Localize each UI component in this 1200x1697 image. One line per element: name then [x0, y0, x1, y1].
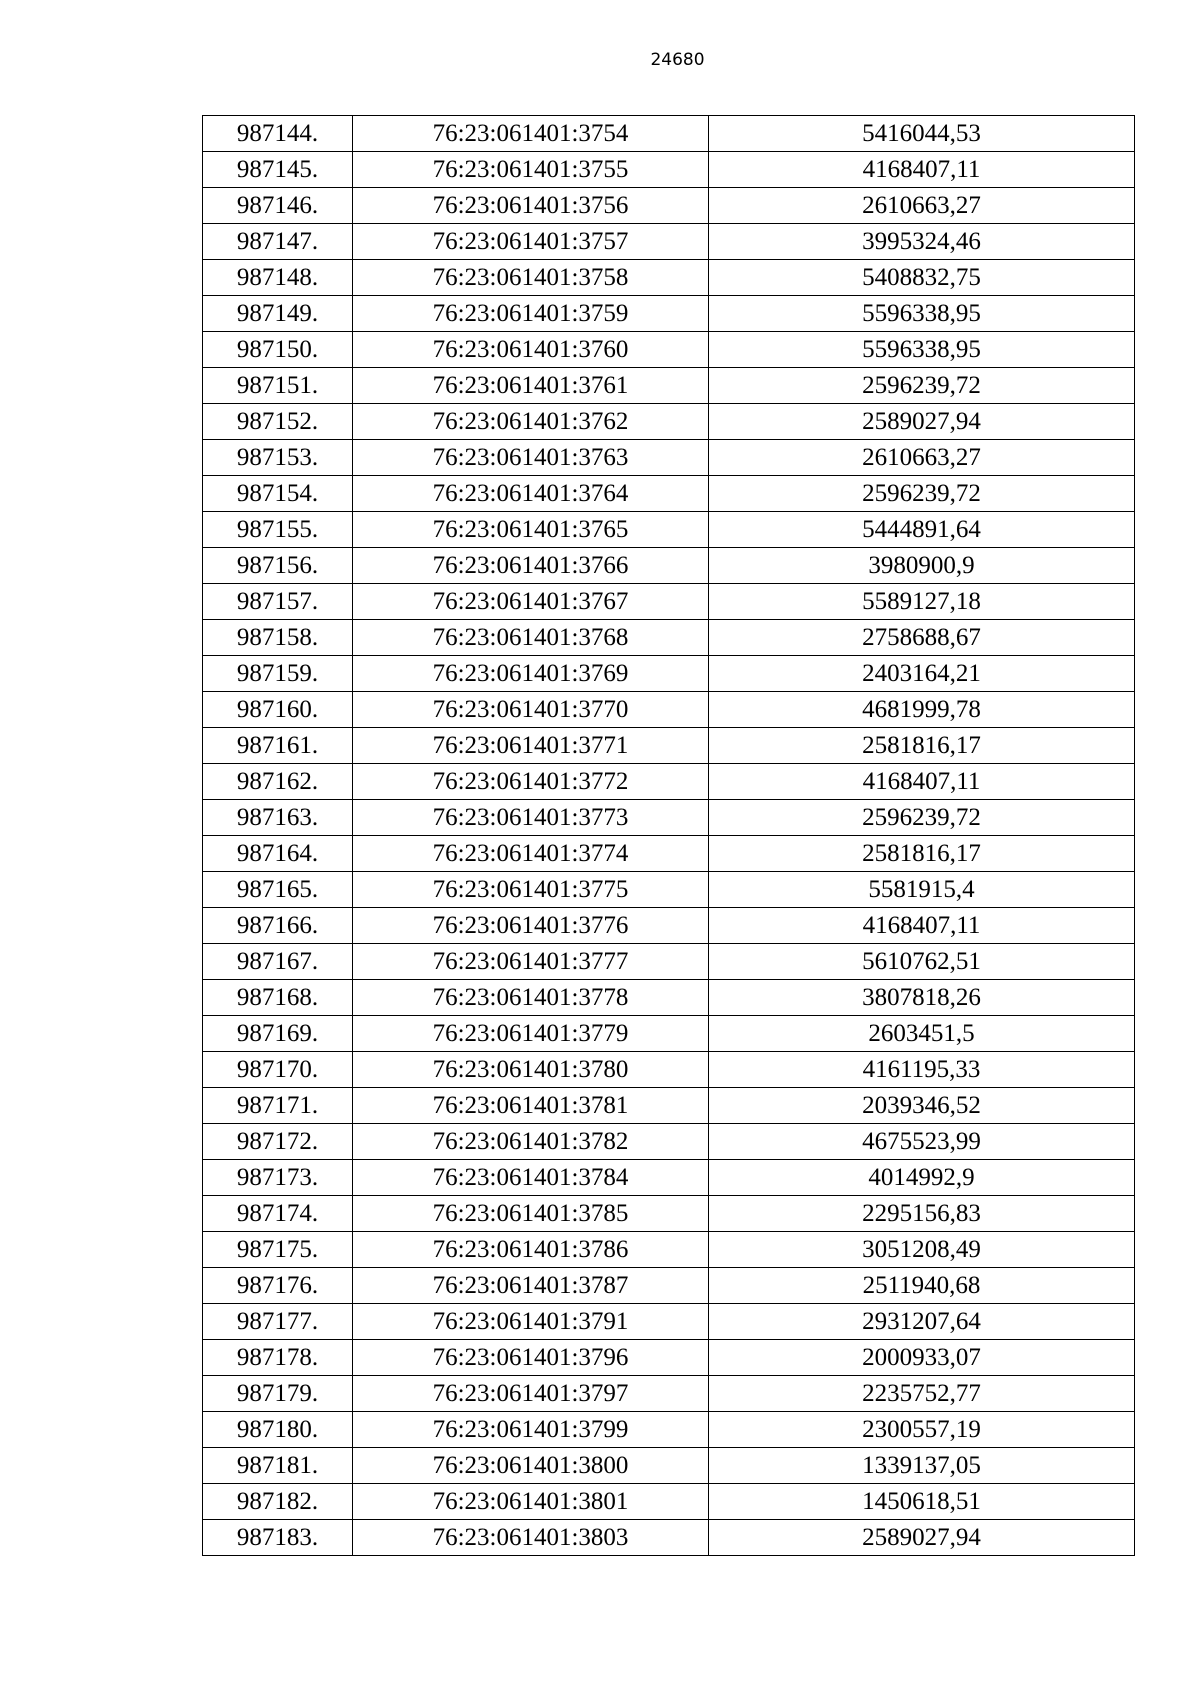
table-row — [203, 1448, 1135, 1484]
cadastral-number-cell: 76:23:061401:3772 — [353, 764, 709, 800]
cadastral-number-cell: 76:23:061401:3784 — [353, 1160, 709, 1196]
cadastral-value-cell: 4168407,11 — [709, 152, 1135, 188]
cadastral-value-cell: 5408832,75 — [709, 260, 1135, 296]
cadastral-number-cell: 76:23:061401:3758 — [353, 260, 709, 296]
cadastral-number-cell: 76:23:061401:3770 — [353, 692, 709, 728]
row-number-cell: 987144. — [203, 116, 353, 152]
table-row — [203, 224, 1135, 260]
row-number-cell: 987175. — [203, 1232, 353, 1268]
cadastral-number-cell: 76:23:061401:3771 — [353, 728, 709, 764]
table-row — [203, 512, 1135, 548]
table-row — [203, 1196, 1135, 1232]
cadastral-value-cell: 2039346,52 — [709, 1088, 1135, 1124]
table-row — [203, 728, 1135, 764]
cadastral-value-cell: 2603451,5 — [709, 1016, 1135, 1052]
table-row — [203, 368, 1135, 404]
cadastral-number-cell: 76:23:061401:3773 — [353, 800, 709, 836]
cadastral-value-cell: 2610663,27 — [709, 188, 1135, 224]
row-number-cell: 987182. — [203, 1484, 353, 1520]
cadastral-number-cell: 76:23:061401:3767 — [353, 584, 709, 620]
row-number-cell: 987178. — [203, 1340, 353, 1376]
table-row — [203, 152, 1135, 188]
table-body — [203, 116, 1135, 1556]
page-number: 24680 — [650, 50, 705, 70]
cadastral-value-cell: 1339137,05 — [709, 1448, 1135, 1484]
cadastral-number-cell: 76:23:061401:3766 — [353, 548, 709, 584]
table-row — [203, 1016, 1135, 1052]
table-row — [203, 836, 1135, 872]
row-number-cell: 987152. — [203, 404, 353, 440]
table-row — [203, 548, 1135, 584]
cadastral-value-cell: 2596239,72 — [709, 476, 1135, 512]
cadastral-number-cell: 76:23:061401:3777 — [353, 944, 709, 980]
row-number-cell: 987163. — [203, 800, 353, 836]
table-row — [203, 440, 1135, 476]
table-row — [203, 1088, 1135, 1124]
cadastral-number-cell: 76:23:061401:3786 — [353, 1232, 709, 1268]
cadastral-number-cell: 76:23:061401:3781 — [353, 1088, 709, 1124]
table-row — [203, 944, 1135, 980]
cadastral-value-cell: 5596338,95 — [709, 296, 1135, 332]
cadastral-number-cell: 76:23:061401:3803 — [353, 1520, 709, 1556]
row-number-cell: 987154. — [203, 476, 353, 512]
row-number-cell: 987168. — [203, 980, 353, 1016]
row-number-cell: 987180. — [203, 1412, 353, 1448]
table-row — [203, 476, 1135, 512]
table-row — [203, 260, 1135, 296]
cadastral-number-cell: 76:23:061401:3769 — [353, 656, 709, 692]
row-number-cell: 987145. — [203, 152, 353, 188]
cadastral-value-cell: 4161195,33 — [709, 1052, 1135, 1088]
cadastral-value-cell: 4675523,99 — [709, 1124, 1135, 1160]
row-number-cell: 987179. — [203, 1376, 353, 1412]
cadastral-value-cell: 5589127,18 — [709, 584, 1135, 620]
cadastral-value-cell: 5581915,4 — [709, 872, 1135, 908]
row-number-cell: 987170. — [203, 1052, 353, 1088]
row-number-cell: 987153. — [203, 440, 353, 476]
row-number-cell: 987162. — [203, 764, 353, 800]
cadastral-number-cell: 76:23:061401:3785 — [353, 1196, 709, 1232]
cadastral-value-cell: 2610663,27 — [709, 440, 1135, 476]
table-row — [203, 980, 1135, 1016]
row-number-cell: 987149. — [203, 296, 353, 332]
cadastral-number-cell: 76:23:061401:3778 — [353, 980, 709, 1016]
cadastral-value-cell: 2589027,94 — [709, 1520, 1135, 1556]
table-row — [203, 1520, 1135, 1556]
row-number-cell: 987181. — [203, 1448, 353, 1484]
table-row — [203, 656, 1135, 692]
cadastral-value-cell: 5444891,64 — [709, 512, 1135, 548]
row-number-cell: 987172. — [203, 1124, 353, 1160]
cadastral-value-cell: 2596239,72 — [709, 800, 1135, 836]
cadastral-value-cell: 2295156,83 — [709, 1196, 1135, 1232]
cadastral-value-cell: 5416044,53 — [709, 116, 1135, 152]
table-row — [203, 1376, 1135, 1412]
row-number-cell: 987150. — [203, 332, 353, 368]
row-number-cell: 987174. — [203, 1196, 353, 1232]
cadastral-value-cell: 2758688,67 — [709, 620, 1135, 656]
row-number-cell: 987171. — [203, 1088, 353, 1124]
cadastral-value-cell: 2000933,07 — [709, 1340, 1135, 1376]
cadastral-value-cell: 2300557,19 — [709, 1412, 1135, 1448]
row-number-cell: 987156. — [203, 548, 353, 584]
row-number-cell: 987161. — [203, 728, 353, 764]
row-number-cell: 987155. — [203, 512, 353, 548]
cadastral-number-cell: 76:23:061401:3797 — [353, 1376, 709, 1412]
row-number-cell: 987167. — [203, 944, 353, 980]
cadastral-number-cell: 76:23:061401:3774 — [353, 836, 709, 872]
row-number-cell: 987151. — [203, 368, 353, 404]
cadastral-value-cell: 4168407,11 — [709, 764, 1135, 800]
cadastral-number-cell: 76:23:061401:3755 — [353, 152, 709, 188]
table-row — [203, 1160, 1135, 1196]
table-row — [203, 116, 1135, 152]
cadastral-number-cell: 76:23:061401:3762 — [353, 404, 709, 440]
cadastral-number-cell: 76:23:061401:3756 — [353, 188, 709, 224]
cadastral-value-cell: 5596338,95 — [709, 332, 1135, 368]
cadastral-number-cell: 76:23:061401:3782 — [353, 1124, 709, 1160]
table-row — [203, 620, 1135, 656]
row-number-cell: 987157. — [203, 584, 353, 620]
table-row — [203, 332, 1135, 368]
cadastral-value-cell: 2596239,72 — [709, 368, 1135, 404]
cadastral-number-cell: 76:23:061401:3764 — [353, 476, 709, 512]
cadastral-value-cell: 3995324,46 — [709, 224, 1135, 260]
row-number-cell: 987146. — [203, 188, 353, 224]
cadastral-value-cell: 4014992,9 — [709, 1160, 1135, 1196]
table-row — [203, 404, 1135, 440]
cadastral-number-cell: 76:23:061401:3759 — [353, 296, 709, 332]
table-row — [203, 1124, 1135, 1160]
cadastral-number-cell: 76:23:061401:3765 — [353, 512, 709, 548]
cadastral-number-cell: 76:23:061401:3761 — [353, 368, 709, 404]
cadastral-number-cell: 76:23:061401:3796 — [353, 1340, 709, 1376]
table-row — [203, 1484, 1135, 1520]
cadastral-number-cell: 76:23:061401:3763 — [353, 440, 709, 476]
cadastral-value-cell: 2581816,17 — [709, 728, 1135, 764]
cadastral-value-cell: 3051208,49 — [709, 1232, 1135, 1268]
cadastral-number-cell: 76:23:061401:3800 — [353, 1448, 709, 1484]
cadastral-number-cell: 76:23:061401:3768 — [353, 620, 709, 656]
table-row — [203, 1304, 1135, 1340]
cadastral-value-cell: 2235752,77 — [709, 1376, 1135, 1412]
table-row — [203, 908, 1135, 944]
row-number-cell: 987158. — [203, 620, 353, 656]
cadastral-value-table — [202, 115, 1135, 1556]
table-row — [203, 1340, 1135, 1376]
table-row — [203, 296, 1135, 332]
cadastral-value-cell: 2589027,94 — [709, 404, 1135, 440]
table-row — [203, 188, 1135, 224]
row-number-cell: 987176. — [203, 1268, 353, 1304]
row-number-cell: 987183. — [203, 1520, 353, 1556]
cadastral-number-cell: 76:23:061401:3776 — [353, 908, 709, 944]
row-number-cell: 987148. — [203, 260, 353, 296]
cadastral-number-cell: 76:23:061401:3799 — [353, 1412, 709, 1448]
table-row — [203, 1268, 1135, 1304]
cadastral-value-cell: 4168407,11 — [709, 908, 1135, 944]
cadastral-number-cell: 76:23:061401:3775 — [353, 872, 709, 908]
cadastral-value-cell: 2403164,21 — [709, 656, 1135, 692]
table-row — [203, 692, 1135, 728]
table-row — [203, 764, 1135, 800]
cadastral-value-cell: 1450618,51 — [709, 1484, 1135, 1520]
table-row — [203, 1052, 1135, 1088]
cadastral-value-cell: 2931207,64 — [709, 1304, 1135, 1340]
cadastral-value-cell: 5610762,51 — [709, 944, 1135, 980]
table-row — [203, 872, 1135, 908]
cadastral-number-cell: 76:23:061401:3780 — [353, 1052, 709, 1088]
cadastral-value-cell: 3807818,26 — [709, 980, 1135, 1016]
cadastral-number-cell: 76:23:061401:3757 — [353, 224, 709, 260]
row-number-cell: 987177. — [203, 1304, 353, 1340]
table-row — [203, 584, 1135, 620]
cadastral-number-cell: 76:23:061401:3779 — [353, 1016, 709, 1052]
cadastral-number-cell: 76:23:061401:3787 — [353, 1268, 709, 1304]
table-row — [203, 800, 1135, 836]
row-number-cell: 987164. — [203, 836, 353, 872]
row-number-cell: 987166. — [203, 908, 353, 944]
cadastral-value-cell: 3980900,9 — [709, 548, 1135, 584]
cadastral-number-cell: 76:23:061401:3760 — [353, 332, 709, 368]
row-number-cell: 987173. — [203, 1160, 353, 1196]
cadastral-value-cell: 2511940,68 — [709, 1268, 1135, 1304]
cadastral-value-cell: 4681999,78 — [709, 692, 1135, 728]
table-row — [203, 1412, 1135, 1448]
cadastral-number-cell: 76:23:061401:3791 — [353, 1304, 709, 1340]
row-number-cell: 987160. — [203, 692, 353, 728]
cadastral-number-cell: 76:23:061401:3801 — [353, 1484, 709, 1520]
table-row — [203, 1232, 1135, 1268]
cadastral-number-cell: 76:23:061401:3754 — [353, 116, 709, 152]
cadastral-value-cell: 2581816,17 — [709, 836, 1135, 872]
row-number-cell: 987159. — [203, 656, 353, 692]
row-number-cell: 987147. — [203, 224, 353, 260]
row-number-cell: 987169. — [203, 1016, 353, 1052]
row-number-cell: 987165. — [203, 872, 353, 908]
